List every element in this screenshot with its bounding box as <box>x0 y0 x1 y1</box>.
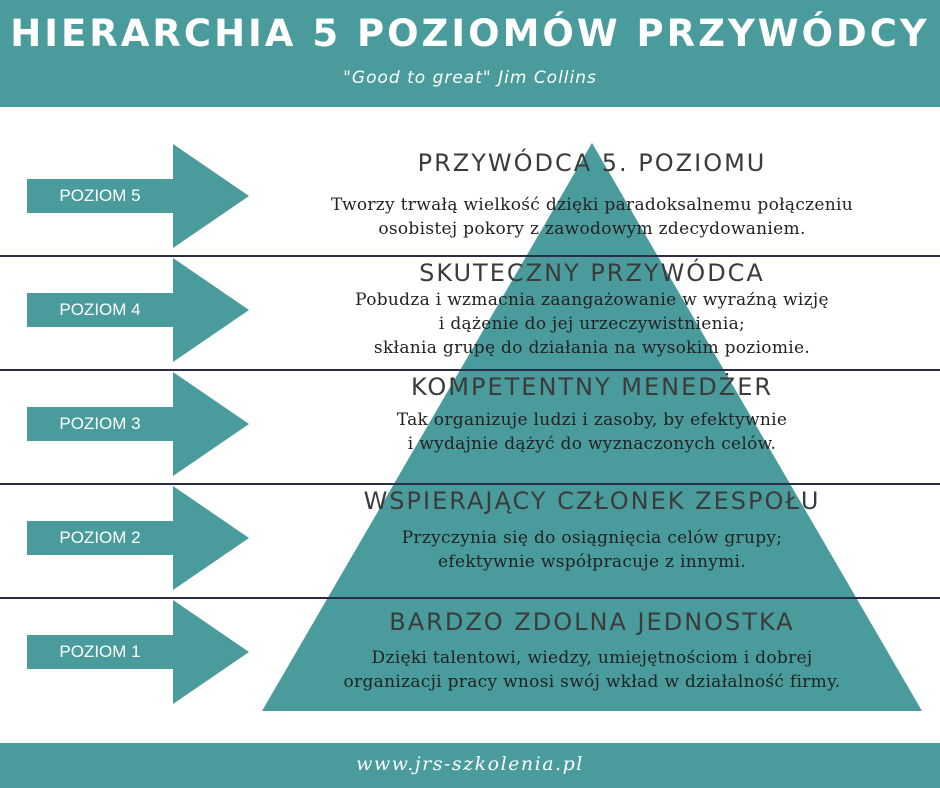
divider-line <box>0 369 940 371</box>
level-2-arrow-icon <box>27 486 249 590</box>
level-4-title: SKUTECZNY PRZYWÓDCA <box>419 259 765 287</box>
level-5-description-line: osobistej pokory z zawodowym zdecydowaniem. <box>378 219 806 239</box>
level-2-label: POZIOM 2 <box>59 528 141 547</box>
level-1-title: BARDZO ZDOLNA JEDNOSTKA <box>389 608 795 636</box>
level-5-title: PRZYWÓDCA 5. POZIOMU <box>417 149 767 177</box>
level-5-description-line: Tworzy trwałą wielkość dzięki paradoksalnemu połączeniu <box>330 195 854 215</box>
level-1-description-line: organizacji pracy wnosi swój wkład w działalność firmy. <box>343 672 841 692</box>
level-4-arrow-icon <box>27 258 249 362</box>
level-2-description-line: efektywnie współpracuje z innymi. <box>438 552 746 572</box>
level-4-description-line: i dążenie do jej urzeczywistnienia; <box>438 314 746 334</box>
level-2-description-line: Przyczynia się do osiągnięcia celów grupy; <box>401 528 783 548</box>
level-1-arrow-icon <box>27 600 249 704</box>
page-subtitle: "Good to great" Jim Collins <box>343 68 597 88</box>
level-4-description-line: Pobudza i wzmacnia zaangażowanie w wyraźną wizję <box>355 290 829 310</box>
level-3-arrow-icon <box>27 372 249 476</box>
level-5-label: POZIOM 5 <box>59 186 141 205</box>
level-3-label: POZIOM 3 <box>59 414 141 433</box>
level-4-label: POZIOM 4 <box>59 300 141 319</box>
level-5-arrow-icon <box>27 144 249 248</box>
level-3-title: KOMPETENTNY MENEDŻER <box>410 373 774 401</box>
divider-line <box>0 597 940 599</box>
level-3-description-line: Tak organizuje ludzi i zasoby, by efektywnie <box>396 410 788 430</box>
website-link[interactable]: www.jrs-szkolenia.pl <box>356 753 584 775</box>
divider-line <box>0 255 940 257</box>
level-1-label: POZIOM 1 <box>59 642 141 661</box>
page-title: HIERARCHIA 5 POZIOMÓW PRZYWÓDCY <box>10 12 930 55</box>
divider-line <box>0 483 940 485</box>
level-1-description-line: Dzięki talentowi, wiedzy, umiejętnościom i dobrej <box>371 648 813 668</box>
level-2-title: WSPIERAJĄCY CZŁONEK ZESPOŁU <box>363 487 821 515</box>
level-3-description-line: i wydajnie dążyć do wyznaczonych celów. <box>407 434 777 454</box>
level-4-description-line: skłania grupę do działania na wysokim poziomie. <box>373 338 811 358</box>
footer-banner <box>0 743 940 788</box>
